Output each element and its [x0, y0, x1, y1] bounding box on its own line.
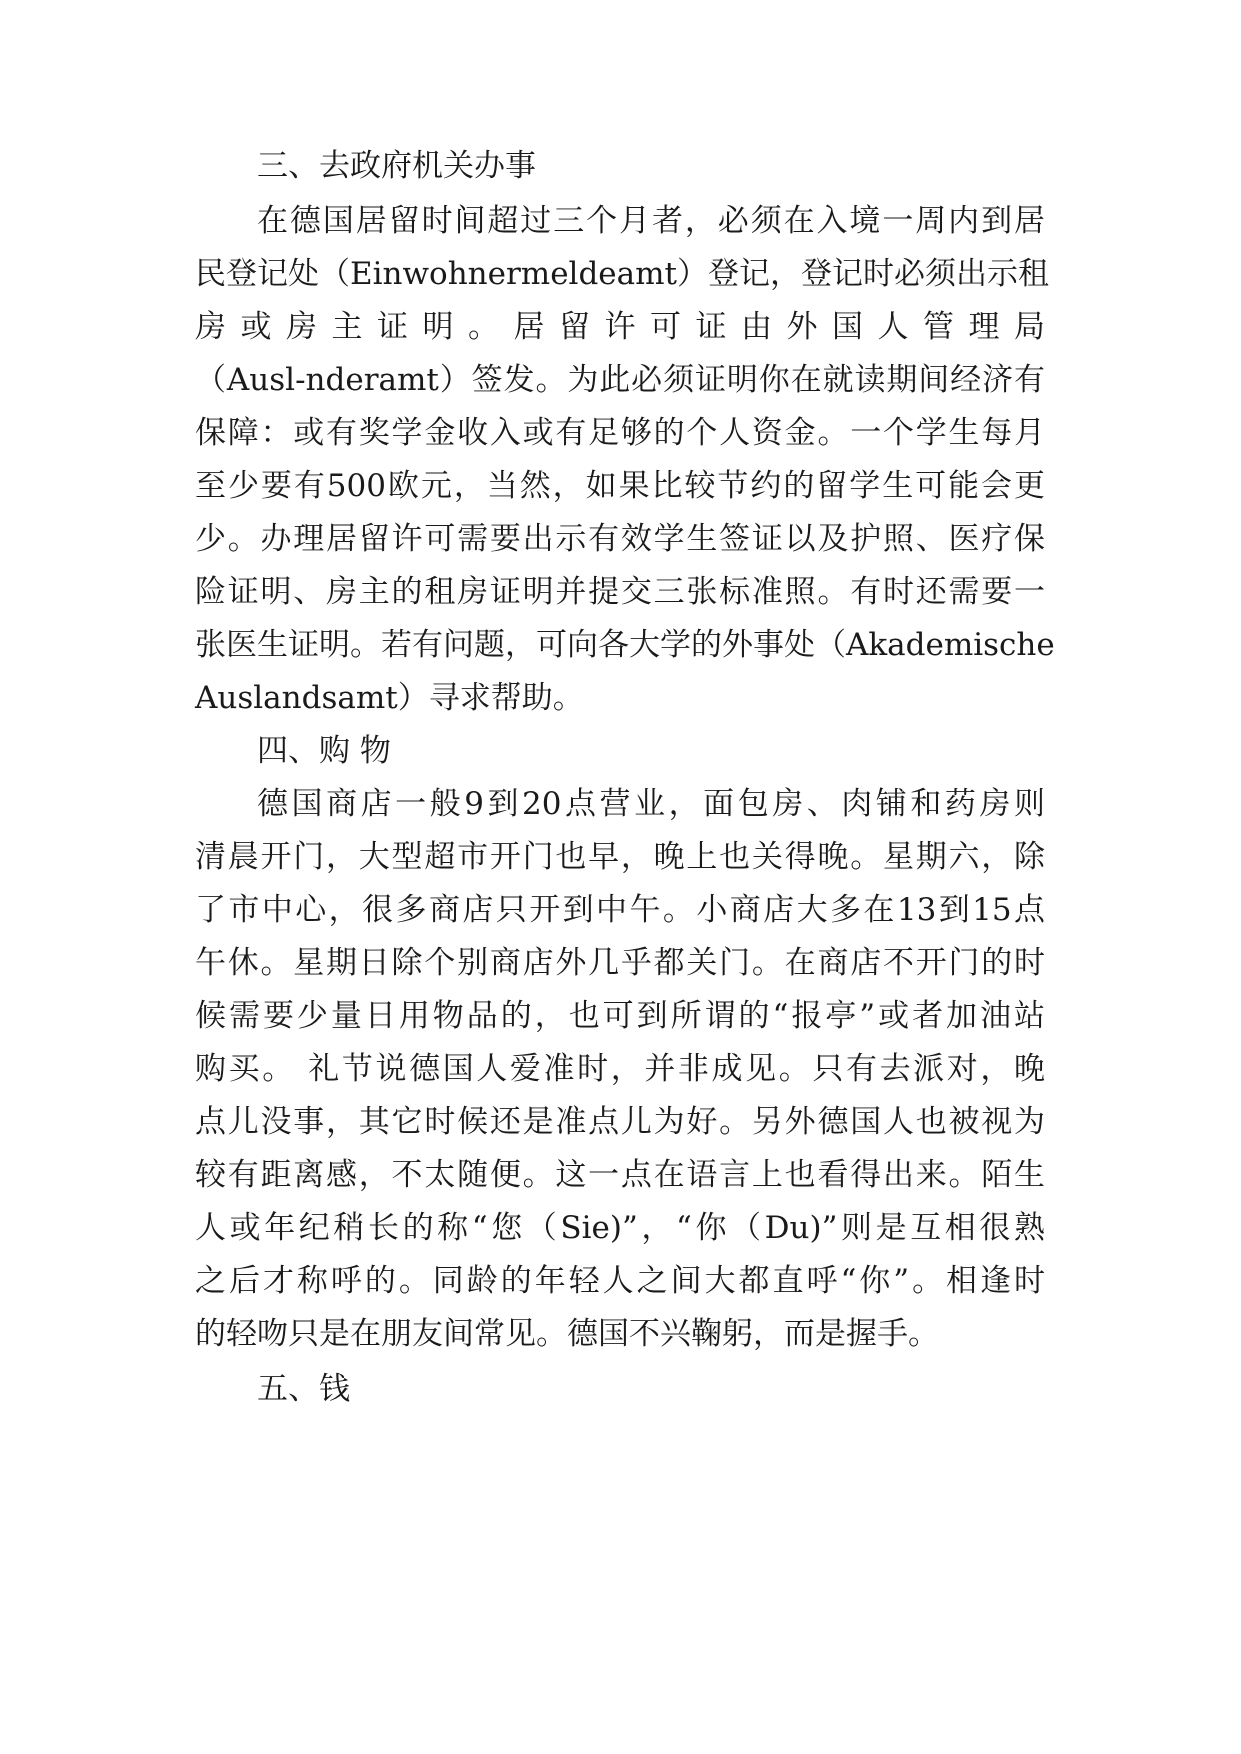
paragraph-line: 清晨开门，大型超市开门也早，晚上也关得晚。星期六，除 [195, 839, 1045, 875]
paragraph-line: 的轻吻只是在朋友间常见。德国不兴鞠躬，而是握手。 [195, 1316, 939, 1352]
paragraph-line: 较有距离感，不太随便。这一点在语言上也看得出来。陌生 [195, 1157, 1045, 1193]
section-heading-government: 三、去政府机关办事 [257, 148, 536, 184]
section-heading-shopping: 四、购 物 [257, 733, 391, 769]
paragraph-line: 德国商店一般9到20点营业，面包房、肉铺和药房则 [257, 786, 1045, 822]
paragraph-line: 险证明、房主的租房证明并提交三张标准照。有时还需要一 [195, 574, 1045, 610]
paragraph-line: 至少要有500欧元，当然，如果比较节约的留学生可能会更 [195, 468, 1045, 504]
paragraph-line: Auslandsamt）寻求帮助。 [195, 680, 584, 716]
paragraph-line: 人或年纪稍长的称“您（Sie)”，“你（Du)”则是互相很熟 [195, 1210, 1045, 1246]
paragraph-line: 房 或 房 主 证 明 。 居 留 许 可 证 由 外 国 人 管 理 局 [195, 309, 1045, 345]
paragraph-line: 在德国居留时间超过三个月者，必须在入境一周内到居 [257, 203, 1045, 239]
paragraph-line: 张医生证明。若有问题，可向各大学的外事处（Akademische [195, 627, 1055, 663]
paragraph-line: 购买。 礼节说德国人爱准时，并非成见。只有去派对，晚 [195, 1051, 1045, 1087]
paragraph-line: 之后才称呼的。同龄的年轻人之间大都直呼“你”。相逢时 [195, 1263, 1045, 1299]
paragraph-line: （Ausl-nderamt）签发。为此必须证明你在就读期间经济有 [195, 362, 1045, 398]
section-heading-money: 五、钱 [257, 1371, 350, 1407]
paragraph-line: 保障：或有奖学金收入或有足够的个人资金。一个学生每月 [195, 415, 1045, 451]
paragraph-line: 午休。星期日除个别商店外几乎都关门。在商店不开门的时 [195, 945, 1045, 981]
paragraph-line: 点儿没事，其它时候还是准点儿为好。另外德国人也被视为 [195, 1104, 1045, 1140]
paragraph-line: 少。办理居留许可需要出示有效学生签证以及护照、医疗保 [195, 521, 1045, 557]
paragraph-line: 民登记处（Einwohnermeldeamt）登记，登记时必须出示租 [195, 256, 1049, 292]
paragraph-line: 了市中心，很多商店只开到中午。小商店大多在13到15点 [195, 892, 1045, 928]
paragraph-line: 候需要少量日用物品的，也可到所谓的“报亭”或者加油站 [195, 998, 1045, 1034]
